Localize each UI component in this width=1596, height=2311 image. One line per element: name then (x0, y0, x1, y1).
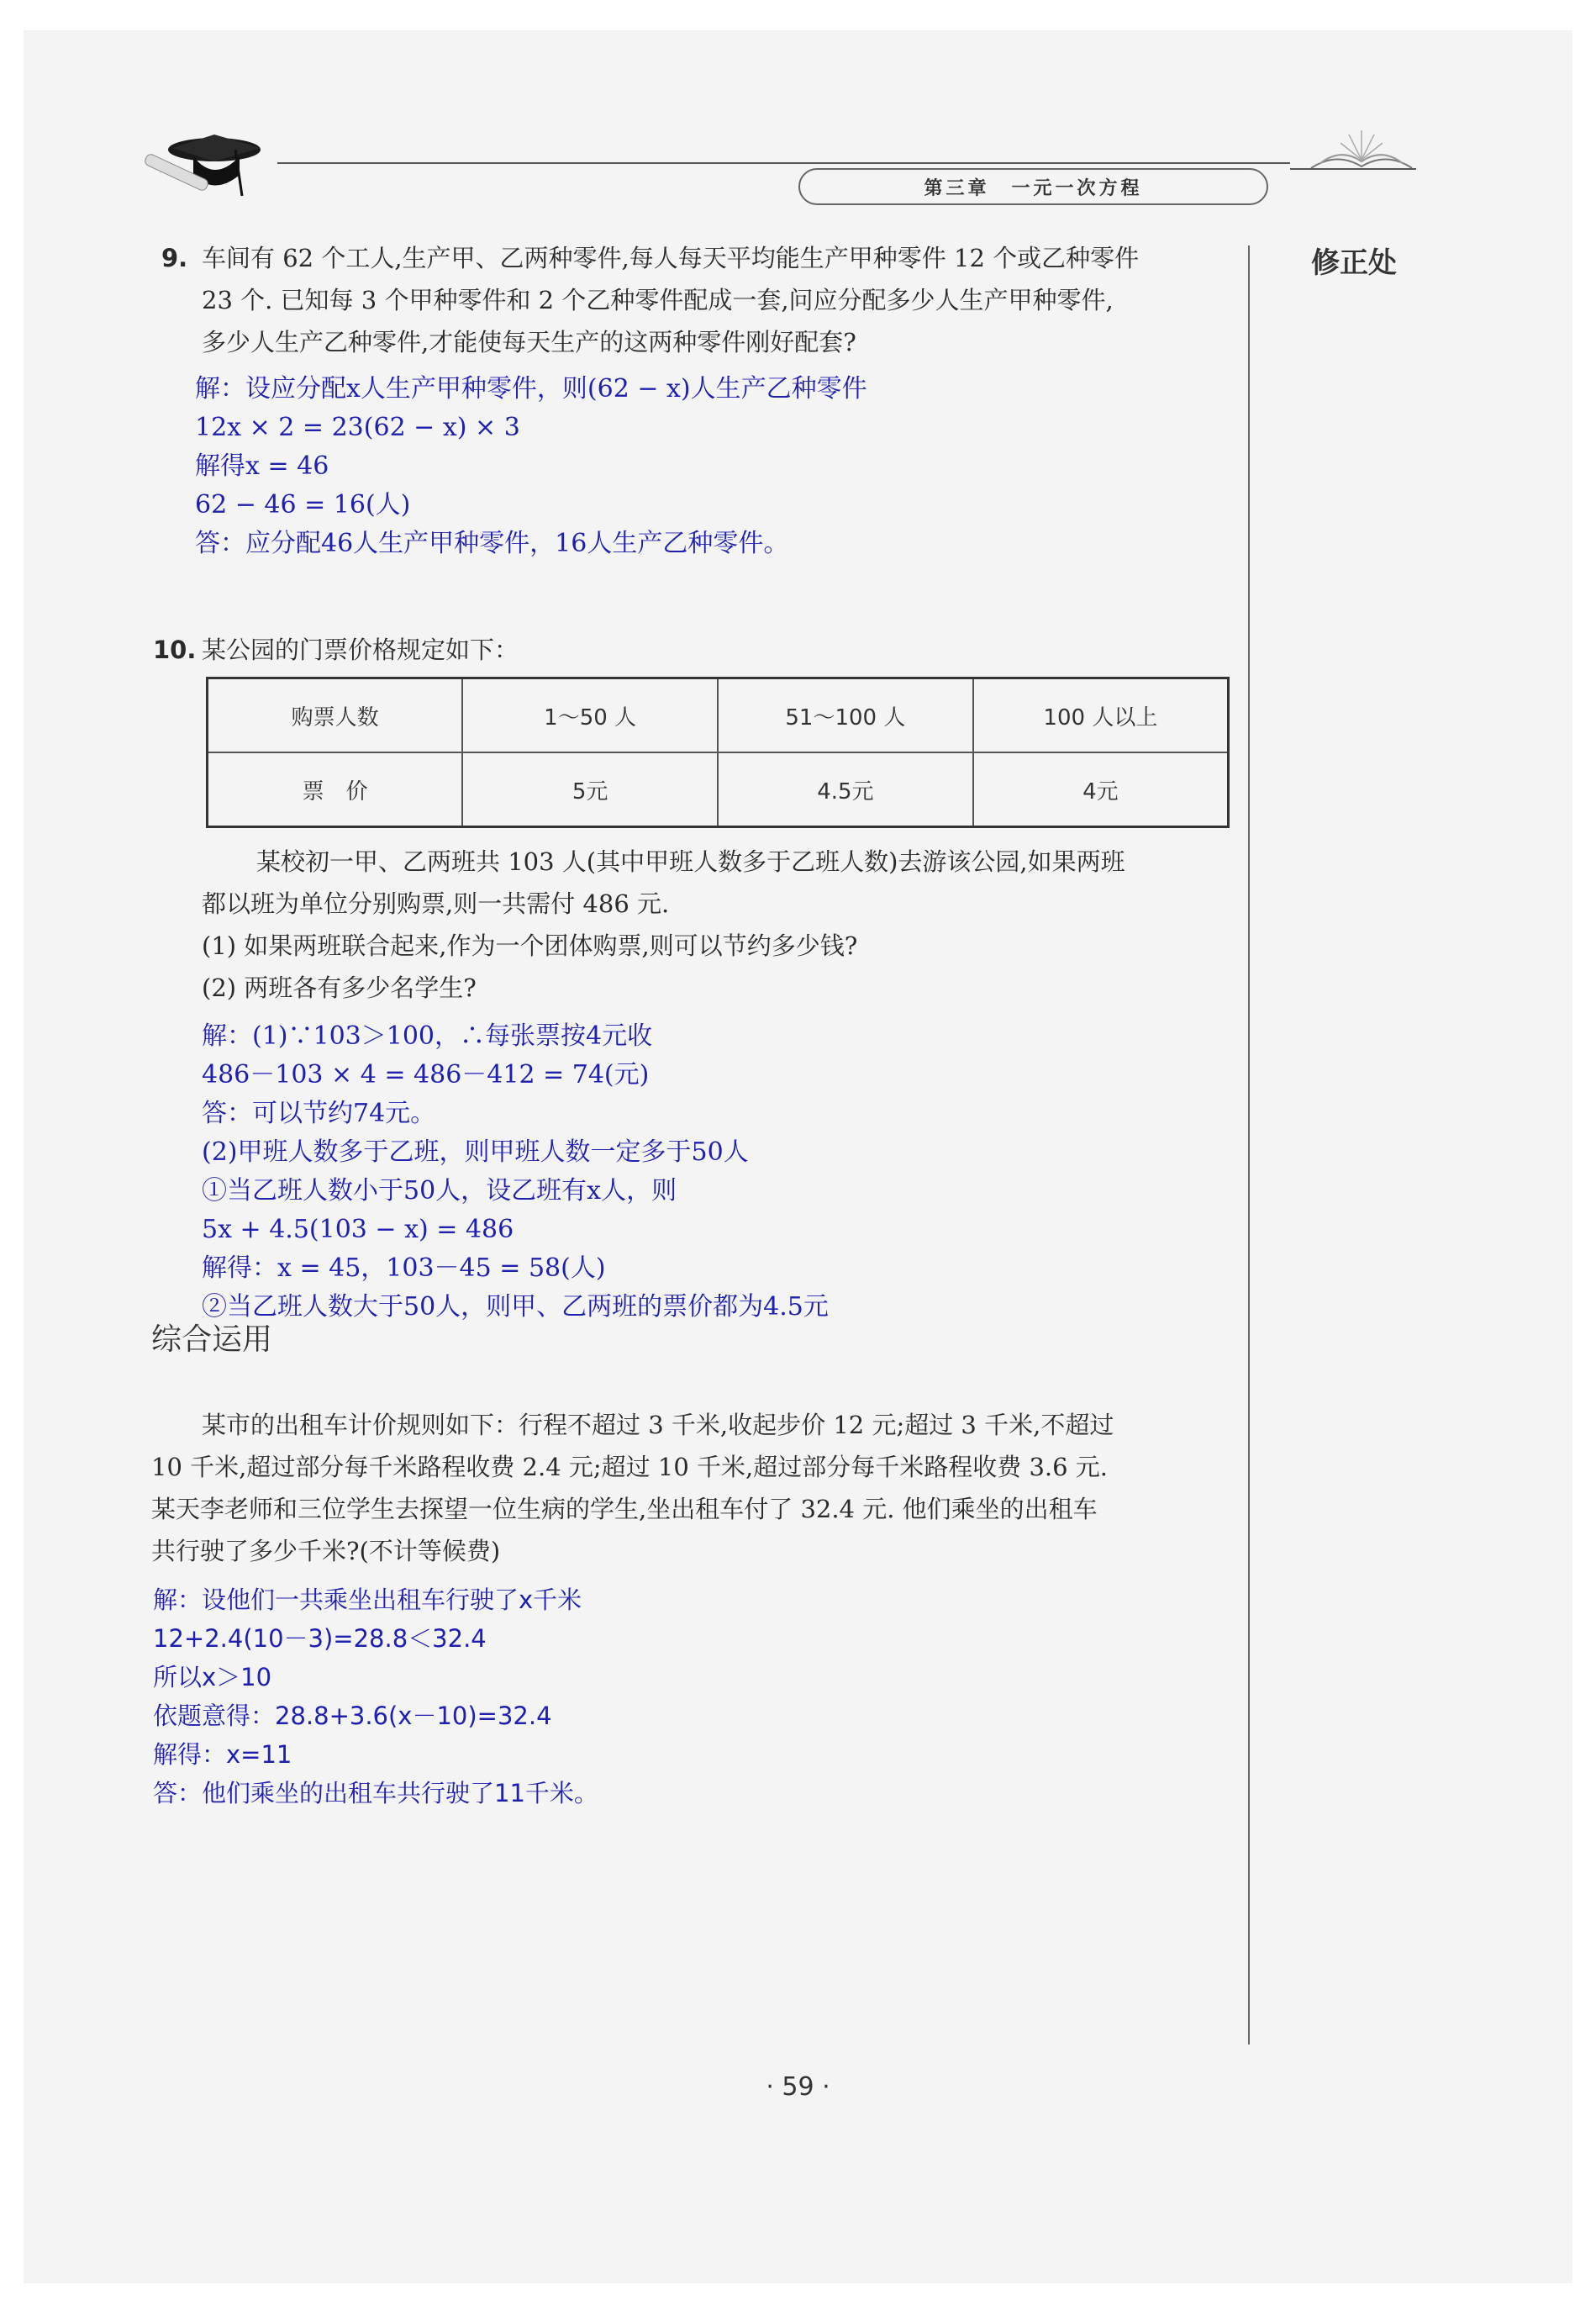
header-rule (277, 162, 1290, 164)
q11-line-1: 某市的出租车计价规则如下：行程不超过 3 千米,收起步价 12 元;超过 3 千米,不超过 (202, 1411, 1114, 1439)
table-cell: 5元 (462, 752, 718, 827)
q11-line-3: 某天李老师和三位学生去探望一位生病的学生,坐出租车付了 32.4 元. 他们乘坐的出租车 (151, 1495, 1098, 1523)
q9-answer-3: 解得x = 46 (195, 451, 329, 481)
q10-line-2: 都以班为单位分别购票,则一共需付 486 元. (202, 889, 670, 918)
section-title: 综合运用 (151, 1322, 273, 1357)
correction-label: 修正处 (1311, 246, 1397, 280)
q9-number: 9. (161, 244, 188, 272)
q11-answer-6: 答：他们乘坐的出租车共行驶了11千米。 (153, 1779, 598, 1807)
ticket-price-table (206, 677, 1230, 828)
table-row (208, 678, 1229, 753)
q11-answer-3: 所以x＞10 (153, 1663, 272, 1691)
q10-answer-6: 5x + 4.5(103 − x) = 486 (202, 1215, 514, 1244)
q9-answer-1: 解：设应分配x人生产甲种零件，则(62 − x)人生产乙种零件 (195, 374, 867, 404)
q10-line-4: (2) 两班各有多少名学生? (202, 973, 477, 1002)
table-row (208, 752, 1229, 827)
q10-answer-7: 解得：x = 45，103－45 = 58(人) (202, 1253, 606, 1283)
table-cell: 51～100 人 (718, 678, 973, 753)
q10-line-1: 某校初一甲、乙两班共 103 人(其中甲班人数多于乙班人数)去游该公园,如果两班 (256, 847, 1125, 876)
table-cell: 1～50 人 (462, 678, 718, 753)
chapter-title: 第三章 一元一次方程 (798, 168, 1268, 205)
q10-line-3: (1) 如果两班联合起来,作为一个团体购票,则可以节约多少钱? (202, 931, 858, 960)
table-cell: 4.5元 (718, 752, 973, 827)
q11-answer-2: 12+2.4(10－3)=28.8＜32.4 (153, 1624, 487, 1653)
table-cell: 100 人以上 (973, 678, 1229, 753)
table-cell: 票 价 (208, 752, 463, 827)
graduation-cap-icon (134, 116, 277, 208)
q10-answer-3: 答：可以节约74元。 (202, 1099, 436, 1128)
page-number: · 59 · (766, 2072, 830, 2102)
q11-answer-4: 依题意得：28.8+3.6(x－10)=32.4 (153, 1702, 552, 1730)
q11-answer-1: 解：设他们一共乘坐出租车行驶了x千米 (153, 1586, 582, 1614)
q10-answer-8: ②当乙班人数大于50人，则甲、乙两班的票价都为4.5元 (202, 1292, 829, 1322)
header-rule-right (1290, 168, 1416, 170)
q9-line-2: 23 个. 已知每 3 个甲种零件和 2 个乙种零件配成一套,问应分配多少人生产甲种零件, (202, 286, 1114, 314)
q10-number: 10. (153, 636, 197, 664)
q9-answer-5: 答：应分配46人生产甲种零件，16人生产乙种零件。 (195, 529, 789, 558)
q10-intro: 某公园的门票价格规定如下： (202, 636, 519, 664)
q9-answer-2: 12x × 2 = 23(62 − x) × 3 (195, 413, 520, 442)
q11-line-2: 10 千米,超过部分每千米路程收费 2.4 元;超过 10 千米,超过部分每千米路程收费 3.6 元. (151, 1453, 1108, 1481)
q11-answer-5: 解得：x=11 (153, 1740, 292, 1769)
q10-answer-1: 解：(1)∵103＞100，∴每张票按4元收 (202, 1021, 653, 1051)
q10-answer-4: (2)甲班人数多于乙班，则甲班人数一定多于50人 (202, 1137, 749, 1167)
q11-line-4: 共行驶了多少千米?(不计等候费) (151, 1537, 501, 1565)
q9-line-3: 多少人生产乙种零件,才能使每天生产的这两种零件刚好配套? (202, 328, 856, 356)
table-cell: 购票人数 (208, 678, 463, 753)
q9-line-1: 车间有 62 个工人,生产甲、乙两种零件,每人每天平均能生产甲种零件 12 个或乙种零件 (202, 244, 1140, 272)
margin-divider (1248, 245, 1250, 2045)
q10-answer-5: ①当乙班人数小于50人，设乙班有x人，则 (202, 1176, 677, 1206)
table-cell: 4元 (973, 752, 1229, 827)
q10-answer-2: 486－103 × 4 = 486－412 = 74(元) (202, 1060, 650, 1090)
q9-answer-4: 62 − 46 = 16(人) (195, 490, 411, 520)
